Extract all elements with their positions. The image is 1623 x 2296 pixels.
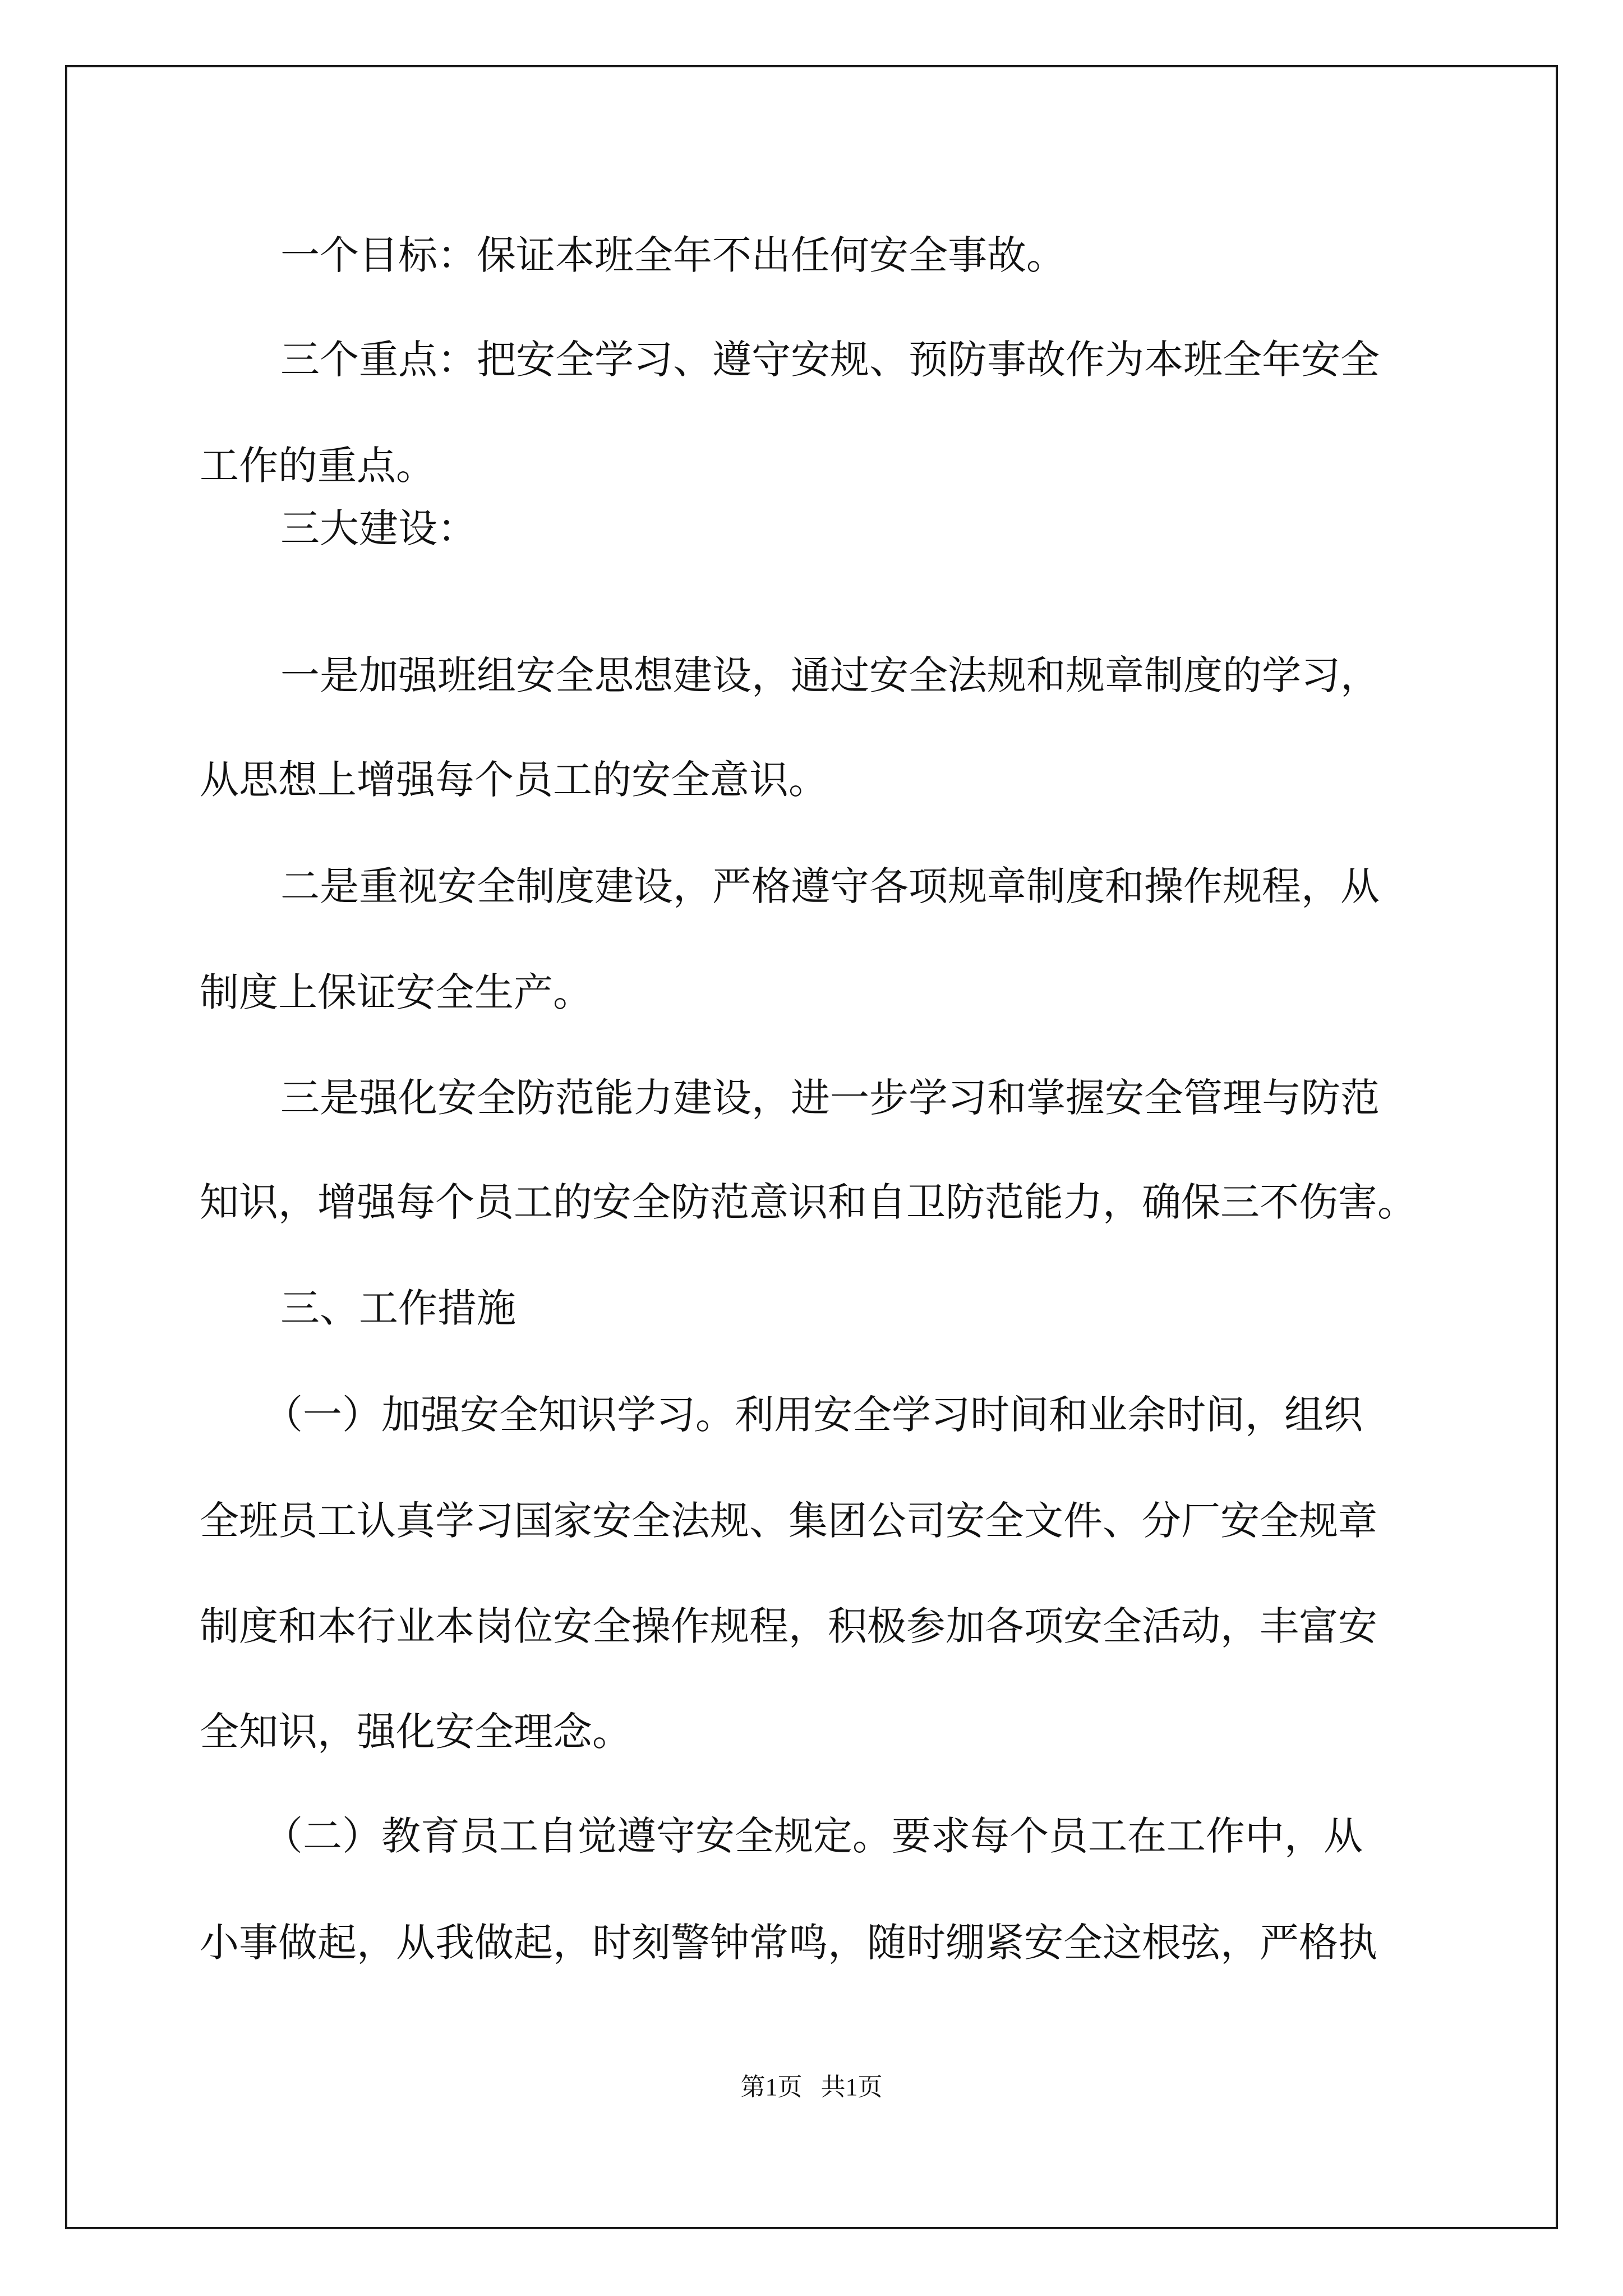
text-line: 三、工作措施 [280, 1285, 516, 1331]
text-line: 一是加强班组安全思想建设，通过安全法规和规章制度的学习， [280, 652, 1380, 698]
text-line: 三大建设： [280, 505, 477, 551]
text-line: 工作的重点。 [200, 443, 435, 489]
text-line: 三是强化安全防范能力建设，进一步学习和掌握安全管理与防范 [280, 1075, 1380, 1121]
page-footer: 第1页 共1页 [740, 2073, 883, 2101]
text-line: 二是重视安全制度建设，严格遵守各项规章制度和操作规程，从 [280, 863, 1380, 909]
text-line: 全班员工认真学习国家安全法规、集团公司安全文件、分厂安全规章 [200, 1498, 1377, 1544]
text-line: 制度上保证安全生产。 [200, 969, 592, 1015]
text-line: 制度和本行业本岗位安全操作规程，积极参加各项安全活动，丰富安 [200, 1603, 1377, 1649]
text-line: 从思想上增强每个员工的安全意识。 [200, 757, 828, 803]
text-line: 全知识，强化安全理念。 [200, 1709, 631, 1755]
page-border [65, 65, 1558, 2229]
text-line: 知识，增强每个员工的安全防范意识和自卫防范能力，确保三不伤害。 [200, 1179, 1417, 1225]
text-line: （二）教育员工自觉遵守安全规定。要求每个员工在工作中，从 [264, 1813, 1363, 1859]
text-line: 小事做起，从我做起，时刻警钟常鸣，随时绷紧安全这根弦，严格执 [200, 1920, 1377, 1966]
text-line: 三个重点：把安全学习、遵守安规、预防事故作为本班全年安全 [280, 337, 1380, 383]
text-line: 一个目标：保证本班全年不出任何安全事故。 [280, 232, 1066, 278]
text-line: （一）加强安全知识学习。利用安全学习时间和业余时间，组织 [264, 1392, 1363, 1438]
